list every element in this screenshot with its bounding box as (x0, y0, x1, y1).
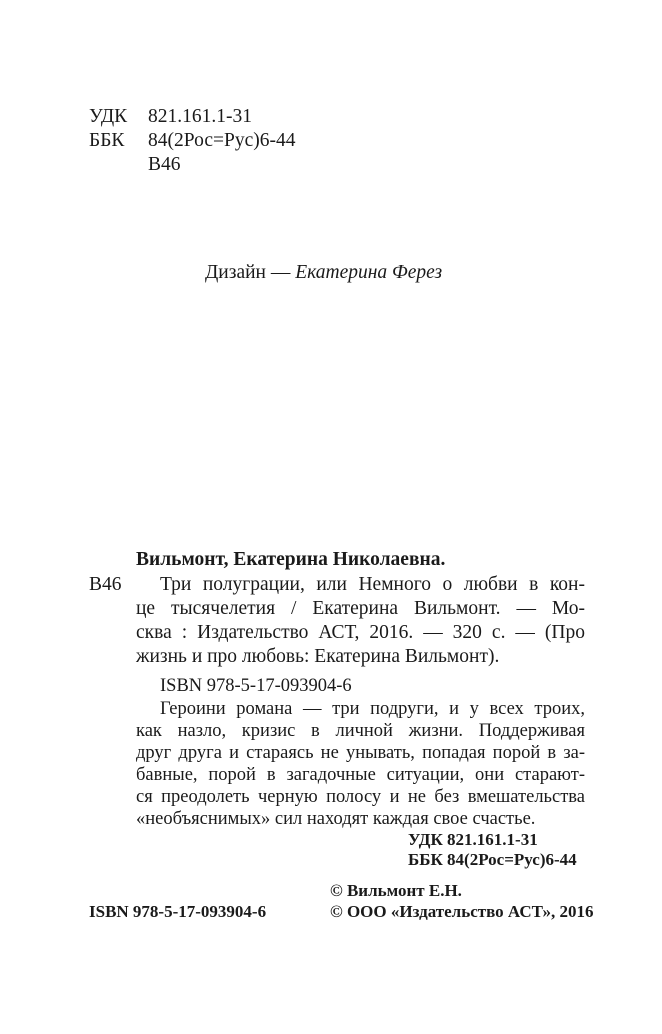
designer-name: Екатерина Ферез (295, 262, 443, 283)
annotation-line: «необъяснимых» сил находят каждая свое счастье. (136, 809, 536, 829)
udk-label: УДК (89, 106, 128, 127)
copyright-publisher: © ООО «Издательство АСТ», 2016 (330, 902, 594, 921)
catalog-isbn: ISBN 978-5-17-093904-6 (160, 676, 352, 696)
catalog-author-mark: В46 (89, 574, 122, 595)
udk-value: 821.161.1-31 (148, 106, 252, 127)
bbk-value: 84(2Рос=Рус)6-44 (148, 130, 296, 151)
description-line: сква : Издательство АСТ, 2016. — 320 с. — (Про (136, 622, 585, 643)
description-line: Три полуграции, или Немного о любви в кон- (160, 574, 585, 595)
annotation-line: друг друга и стараясь не унывать, попадая порой в за- (136, 743, 585, 763)
annotation-line: как назло, кризис в личной жизни. Поддерживая (136, 721, 585, 741)
description-line: це тысячелетия / Екатерина Вильмонт. — Мо- (136, 598, 585, 619)
bbk-bold: ББК 84(2Рос=Рус)6-44 (408, 850, 577, 869)
udk-bold: УДК 821.161.1-31 (408, 830, 538, 849)
bbk-label: ББК (89, 130, 125, 151)
annotation-line: ся преодолеть черную полосу и не без вмешательства (136, 787, 585, 807)
author-mark-top: В46 (148, 154, 181, 175)
copyright-author: © Вильмонт Е.Н. (330, 881, 462, 900)
annotation-line: бавные, порой в загадочные ситуации, они старают- (136, 765, 585, 785)
catalog-author-heading: Вильмонт, Екатерина Николаевна. (136, 549, 446, 570)
annotation-line: Героини романа — три подруги, и у всех троих, (160, 699, 585, 719)
design-credit (205, 261, 442, 284)
footer-isbn: ISBN 978-5-17-093904-6 (89, 902, 267, 921)
design-credit-prefix: Дизайн — (205, 262, 296, 283)
description-line: жизнь и про любовь: Екатерина Вильмонт). (136, 646, 500, 667)
